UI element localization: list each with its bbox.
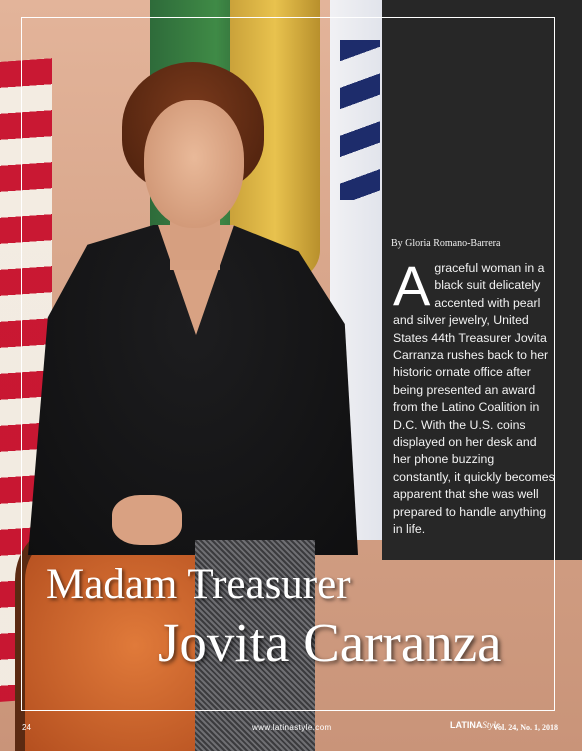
website-link[interactable]: www.latinastyle.com [252,723,332,732]
article-paragraph: graceful woman in a black suit delicately accented with pearl and silver jewelry, United States 44th Treasurer Jovita Carranza rushes back to her historic ornate office after being presented an award from the Latino Coalition in D.C. With the U.S. coins displayed on her desk and her phone buzzing constantly, it quickly becomes apparent that she was well prepared to handle anything in life. [393,261,555,537]
headline-line-1: Madam Treasurer [46,561,351,608]
article-body [393,254,555,539]
page-footer [0,718,582,738]
magazine-name-b: Style [482,720,500,730]
drop-cap: A [393,254,431,317]
issue-info: Vol. 24, No. 1, 2018 [493,723,559,732]
byline: By Gloria Romano-Barrera [391,238,501,249]
page-number: 24 [22,723,31,732]
headline-line-2: Jovita Carranza [158,612,502,673]
magazine-name-a: LATINA [450,720,483,730]
